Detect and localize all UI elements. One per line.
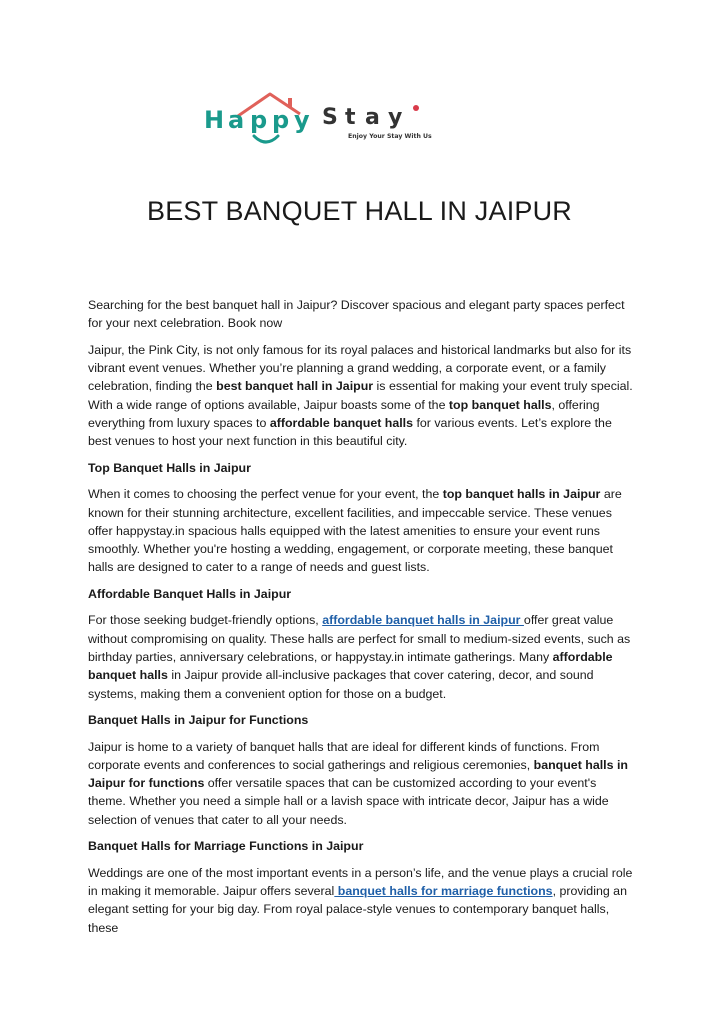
logo-letter: p bbox=[250, 106, 268, 134]
logo-tagline: Enjoy Your Stay With Us bbox=[348, 133, 432, 140]
text-run: When it comes to choosing the perfect venue for your event, the bbox=[88, 487, 443, 502]
affordable-halls-link[interactable]: affordable banquet halls in Jaipur bbox=[322, 613, 524, 628]
text-run: Jaipur, the Pink City, is not only famous for its royal palaces and historical landmarks but also for its vibrant event venues. Whether you’re planning a grand wedding, a corporate event, or a family celebration, finding the bbox=[88, 342, 632, 394]
section-heading: Banquet Halls in Jaipur for Functions bbox=[88, 713, 309, 728]
happystay-logo-graphic bbox=[200, 86, 432, 148]
text-run: , offering everything from luxury spaces to bbox=[88, 397, 600, 430]
text-run: For those seeking budget-friendly options, bbox=[88, 613, 323, 628]
marriage-halls-link[interactable]: banquet halls for marriage functions bbox=[334, 884, 553, 898]
paragraph bbox=[88, 341, 636, 451]
intro-paragraph: Searching for the best banquet hall in Jaipur? Discover spacious and elegant party spaces perfect for your next celebration. Book now bbox=[88, 298, 625, 331]
logo-letter: S bbox=[322, 105, 338, 130]
logo-letter: a bbox=[228, 106, 245, 134]
logo-letter: y bbox=[294, 106, 310, 134]
paragraph bbox=[88, 864, 636, 937]
text-run: are known for their stunning architecture, excellent facilities, and impeccable service. These venues offer happystay.in spacious halls equipped with the latest amenities to ensure your event runs smoothly. Whether you're hosting a wedding, engagement, or corporate meeting, these banquet halls are designed to cater to a range of needs and guest lists. bbox=[88, 487, 622, 575]
bold-text: top banquet halls in Jaipur bbox=[442, 487, 601, 502]
bold-text: affordable banquet halls bbox=[88, 649, 613, 683]
bold-text: affordable banquet halls bbox=[269, 415, 414, 430]
paragraph bbox=[88, 485, 636, 576]
logo-letter: t bbox=[345, 105, 356, 130]
smile-icon bbox=[254, 136, 278, 142]
text-run: offer great value without compromising on quality. These halls are perfect for small to medium-sized events, such as birthday parties, anniversary celebrations, or happystay.in intimate gatherings. Many bbox=[88, 613, 631, 664]
logo-letter: H bbox=[204, 106, 225, 134]
text-run: for various events. Let’s explore the best venues to host your next function in this beautiful city. bbox=[88, 415, 612, 449]
text-run: , providing an elegant setting for your big day. From royal palace-style venues to contemporary banquet halls, these bbox=[88, 884, 627, 935]
text-run: offer versatile spaces that can be customized according to your event's theme. Whether you need a simple hall or a lavish space with intricate decor, Jaipur has a wide selection of venues that cater to all your needs. bbox=[88, 776, 609, 827]
page-title: BEST BANQUET HALL IN JAIPUR bbox=[146, 196, 573, 226]
section-heading: Banquet Halls for Marriage Functions in Jaipur bbox=[88, 839, 364, 854]
logo-letter: a bbox=[365, 105, 380, 130]
bold-text: top banquet halls bbox=[448, 397, 552, 412]
text-run: in Jaipur provide all-inclusive packages that cover catering, decor, and sound systems, making them a convenient option for those on a budget. bbox=[88, 668, 594, 701]
paragraph bbox=[88, 611, 636, 702]
article-body bbox=[88, 296, 636, 945]
logo-letter: p bbox=[272, 106, 290, 134]
section-heading: Top Banquet Halls in Jaipur bbox=[88, 460, 251, 475]
text-run: Jaipur is home to a variety of banquet halls that are ideal for different kinds of functions. From corporate events and conferences to social gatherings and religious ceremonies, bbox=[88, 739, 600, 772]
section-heading: Affordable Banquet Halls in Jaipur bbox=[88, 586, 292, 601]
logo-letter: y bbox=[388, 105, 403, 130]
text-run: is essential for making your event truly special. With a wide range of options available, Jaipur boasts some of the bbox=[88, 379, 633, 412]
happystay-logo bbox=[200, 86, 432, 148]
paragraph bbox=[88, 738, 636, 829]
red-dot-icon bbox=[413, 105, 419, 111]
bold-text: banquet halls in Jaipur for functions bbox=[88, 757, 628, 791]
text-run: Weddings are one of the most important events in a person’s life, and the venue plays a crucial role in making it memorable. Jaipur offers several bbox=[88, 865, 633, 898]
bold-text: best banquet hall in Jaipur bbox=[216, 379, 374, 394]
